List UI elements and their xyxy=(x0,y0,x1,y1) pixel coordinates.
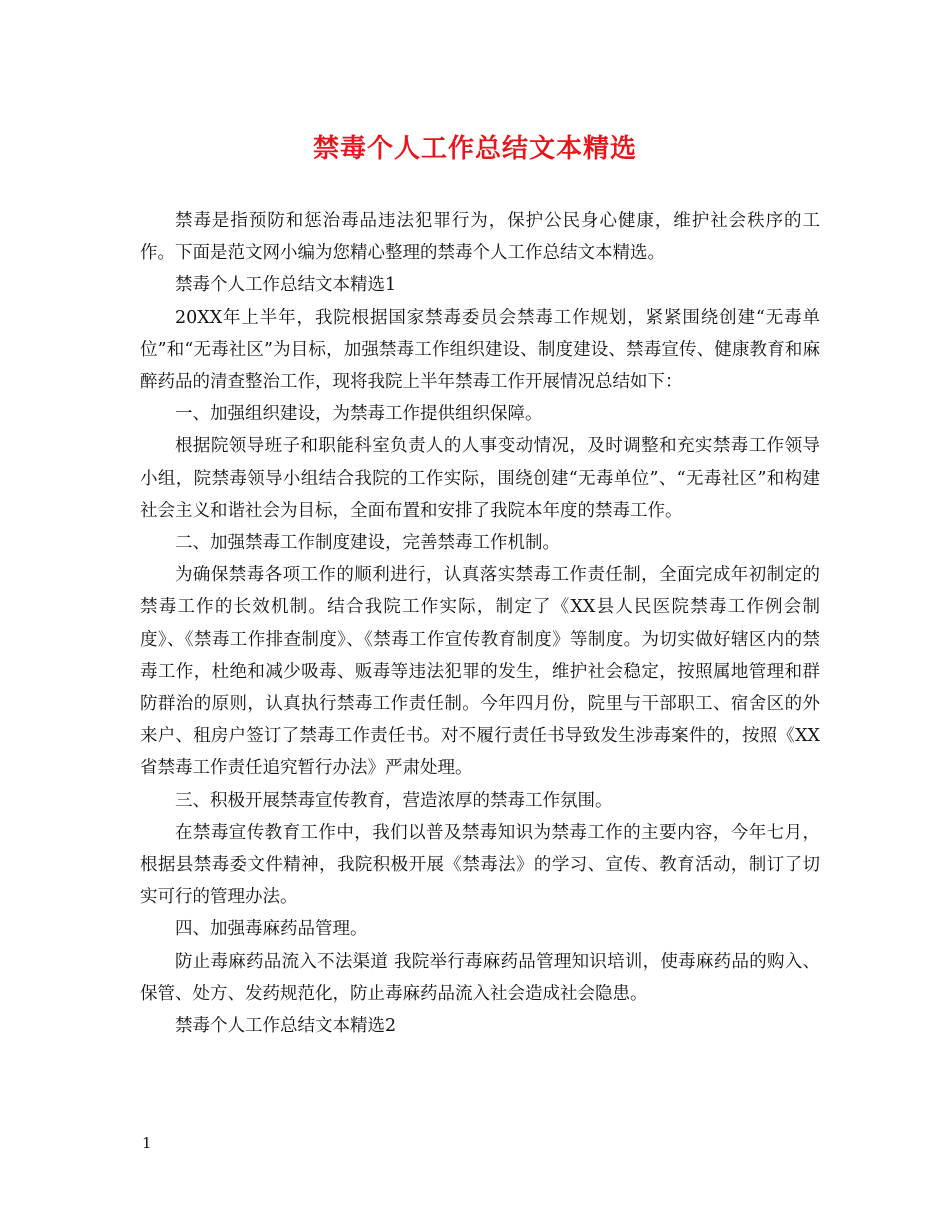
section-heading-1: 禁毒个人工作总结文本精选1 xyxy=(175,275,397,296)
subheading-drug-management: 四、加强毒麻药品管理。 xyxy=(175,919,368,940)
paragraph-intro: 禁毒是指预防和惩治毒品违法犯罪行为，保护公民身心健康，维护社会秩序的工作。下面是范文网小编为您精心整理的禁毒个人工作总结文本精选。 xyxy=(140,211,820,264)
document-title: 禁毒个人工作总结文本精选 xyxy=(312,134,637,164)
paragraph-system: 为确保禁毒各项工作的顺利进行，认真落实禁毒工作责任制，全面完成年初制定的禁毒工作的长效机制。结合我院工作实际，制定了《XX县人民医院禁毒工作例会制度》、《禁毒工作排查制度》、《禁毒工作宣传教育制度》等制度。为切实做好辖区内的禁毒工作，杜绝和减少吸毒、贩毒等违法犯罪的发生，维护社会稳定，按照属地管理和群防群治的原则，认真执行禁毒工作责任制。今年四月份，院里与干部职工、宿舍区的外来户、租房户签订了禁毒工作责任书。对不履行责任书导致发生涉毒案件的，按照《XX省禁毒工作责任追究暂行办法》严肃处理。 xyxy=(140,565,820,779)
page-number: 1 xyxy=(142,1134,152,1152)
paragraph-education: 在禁毒宣传教育工作中，我们以普及禁毒知识为禁毒工作的主要内容，今年七月，根据县禁毒委文件精神，我院积极开展《禁毒法》的学习、宣传、教育活动，制订了切实可行的管理办法。 xyxy=(140,822,820,908)
paragraph-drug-management: 防止毒麻药品流入不法渠道 我院举行毒麻药品管理知识培训，使毒麻药品的购入、保管、处方、发药规范化，防止毒麻药品流入社会造成社会隐患。 xyxy=(140,951,820,1004)
subheading-education: 三、积极开展禁毒宣传教育，营造浓厚的禁毒工作氛围。 xyxy=(175,790,613,811)
subheading-system: 二、加强禁毒工作制度建设，完善禁毒工作机制。 xyxy=(175,533,560,554)
paragraph-overview: 20XX年上半年，我院根据国家禁毒委员会禁毒工作规划，紧紧围绕创建“无毒单位”和“无毒社区”为目标，加强禁毒工作组织建设、制度建设、禁毒宣传、健康教育和麻醉药品的清查整治工作，现将我院上半年禁毒工作开展情况总结如下： xyxy=(140,307,820,393)
paragraph-organization: 根据院领导班子和职能科室负责人的人事变动情况，及时调整和充实禁毒工作领导小组，院禁毒领导小组结合我院的工作实际，围绕创建“无毒单位”、“无毒社区”和构建社会主义和谐社会为目标，全面布置和安排了我院本年度的禁毒工作。 xyxy=(140,436,820,521)
section-heading-2: 禁毒个人工作总结文本精选2 xyxy=(175,1016,397,1037)
subheading-organization: 一、加强组织建设，为禁毒工作提供组织保障。 xyxy=(175,404,543,425)
document-body xyxy=(140,205,820,1042)
